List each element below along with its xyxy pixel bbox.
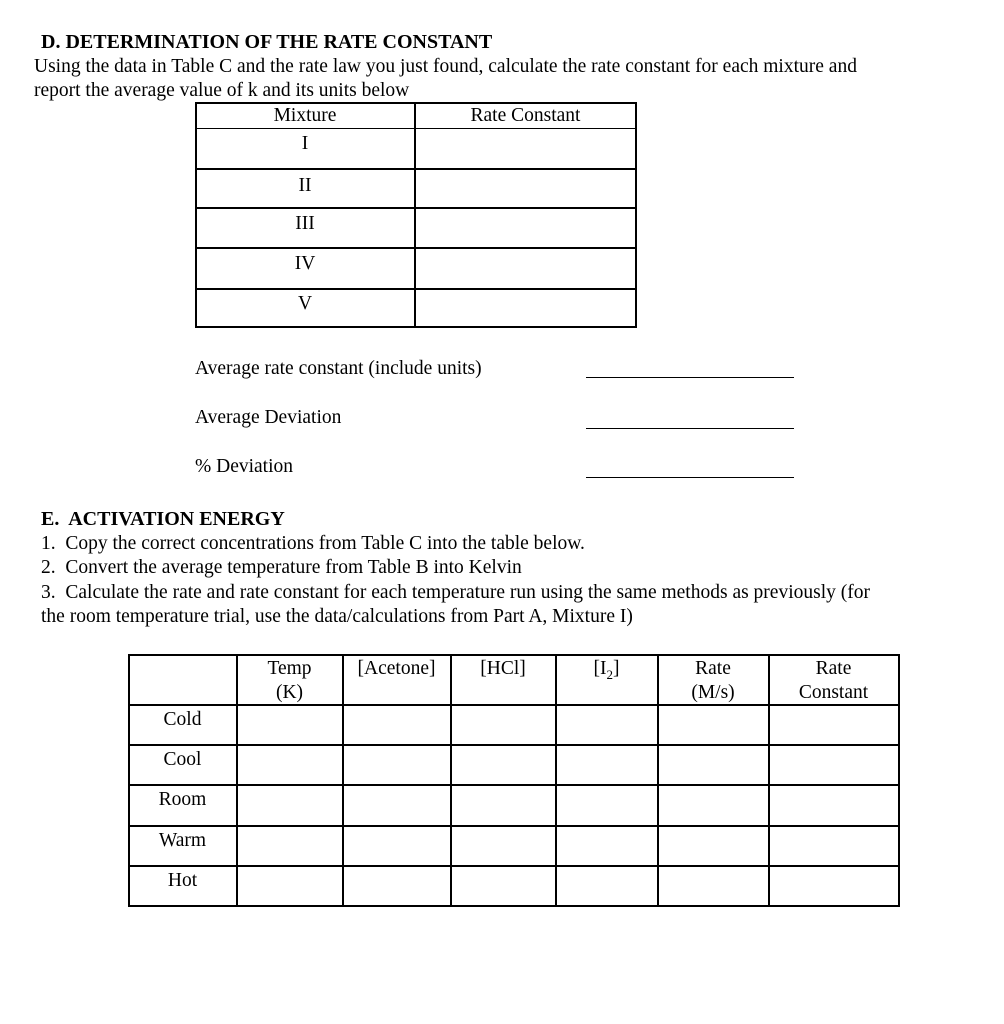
row-label-hot: Hot [167, 870, 198, 891]
section-d-heading: D. DETERMINATION OF THE RATE CONSTANT [41, 31, 493, 53]
percent-deviation-label: % Deviation [195, 456, 294, 477]
section-e-step-3-cont: the room temperature trial, use the data/calculations from Part A, Mixture I) [41, 606, 633, 627]
mixture-cell: III [295, 213, 315, 234]
row-label-cool: Cool [163, 749, 202, 770]
row-label-warm: Warm [158, 830, 207, 851]
activation-energy-table [128, 654, 900, 907]
average-deviation-blank[interactable] [586, 428, 794, 429]
rate-constant-table [195, 102, 637, 328]
mixture-cell: IV [294, 253, 316, 274]
section-d-instructions-line2: report the average value of k and its units below [34, 80, 410, 101]
section-e-step-3: 3. Calculate the rate and rate constant for each temperature run using the same methods as previously (for [41, 582, 870, 603]
header-mixture: Mixture [273, 105, 337, 126]
mixture-cell: I [301, 133, 309, 154]
percent-deviation-blank[interactable] [586, 477, 794, 478]
row-label-cold: Cold [163, 709, 202, 730]
header-rate-constant: Rate Constant [798, 658, 869, 703]
mixture-cell: V [297, 293, 313, 314]
section-e-step-1: 1. Copy the correct concentrations from Table C into the table below. [41, 533, 585, 554]
average-rate-constant-label: Average rate constant (include units) [195, 358, 482, 379]
section-d-instructions-line1: Using the data in Table C and the rate law you just found, calculate the rate constant for each mixture and [34, 56, 857, 77]
average-deviation-label: Average Deviation [195, 407, 342, 428]
section-e-heading: E. ACTIVATION ENERGY [41, 508, 285, 530]
mixture-cell: II [298, 175, 312, 196]
header-rate-constant: Rate Constant [470, 105, 581, 126]
header-temp: Temp (K) [267, 658, 312, 703]
section-e-step-2: 2. Convert the average temperature from Table B into Kelvin [41, 557, 522, 578]
header-rate: Rate (M/s) [691, 658, 735, 703]
header-iodine: $[I_2]$ [593, 658, 620, 682]
row-label-room: Room [158, 789, 207, 810]
header-acetone: [Acetone] [357, 658, 436, 679]
average-rate-constant-blank[interactable] [586, 377, 794, 378]
header-hcl: [HCl] [480, 658, 526, 679]
